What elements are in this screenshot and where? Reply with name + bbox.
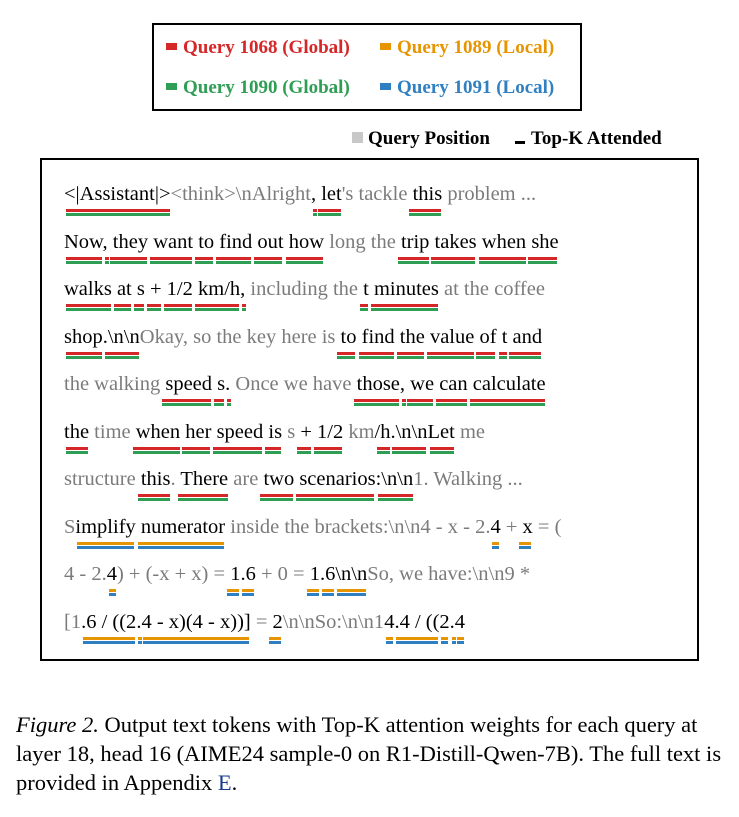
topk-underline <box>195 308 239 311</box>
topk-underline <box>114 308 131 311</box>
attended-token: implify <box>75 515 136 538</box>
topk-underline <box>164 308 192 311</box>
attended-token: There <box>175 468 229 490</box>
topk-underline <box>359 356 394 359</box>
attended-token: 1/2 <box>311 420 344 443</box>
token: ) + (-x + x) = <box>116 563 226 585</box>
text-line <box>64 181 536 207</box>
topk-underline <box>337 589 366 592</box>
attended-token: find <box>214 230 253 253</box>
legend-swatch-green <box>166 83 177 90</box>
topk-underline <box>427 356 474 359</box>
attended-token: the <box>64 420 90 443</box>
topk-underline <box>476 356 495 359</box>
topk-underline <box>214 403 224 406</box>
topk-underline <box>286 257 323 260</box>
attended-token: 1 <box>304 563 320 585</box>
token: \n\nSo:\n\n1 <box>282 610 385 633</box>
attended-token: , <box>240 278 246 300</box>
token: 's tackle <box>341 183 408 205</box>
topk-underline <box>407 399 433 402</box>
topk-underline <box>195 261 213 264</box>
attended-token: <|Assistant|> <box>64 183 171 205</box>
token: + <box>500 515 518 538</box>
attended-token: of <box>474 325 497 348</box>
topk-underline <box>519 542 531 545</box>
topk-underline <box>409 209 441 212</box>
attended-token: walks <box>64 278 112 300</box>
token: [1 <box>64 610 82 633</box>
attended-token: we <box>405 373 435 395</box>
topk-underline <box>138 637 142 640</box>
attended-token: + <box>144 278 162 300</box>
topk-underline <box>519 546 531 549</box>
topk-underline <box>354 403 399 406</box>
token: structure <box>64 468 136 490</box>
topk-underline <box>359 352 394 355</box>
topk-underline <box>105 257 109 260</box>
token: <think>\n <box>170 183 252 205</box>
topk-underline <box>66 447 88 450</box>
token: km <box>343 420 375 443</box>
attended-token: at <box>111 278 132 300</box>
legend-item-query-1091: Query 1091 (Local) <box>380 77 554 99</box>
topk-underline <box>133 447 180 450</box>
topk-underline <box>528 261 557 264</box>
key-topk-attended: Top-K Attended <box>515 128 662 150</box>
topk-underline <box>147 304 161 307</box>
token: , <box>182 325 188 348</box>
text-line <box>64 609 465 635</box>
token: + 0 = <box>255 563 305 585</box>
attended-token: want <box>148 230 194 253</box>
topk-underline <box>105 352 139 355</box>
attended-token: trip <box>395 230 430 253</box>
text-line <box>64 371 546 397</box>
topk-underline <box>164 304 192 307</box>
topk-underline <box>431 257 475 260</box>
topk-underline <box>436 399 467 402</box>
token: Alright <box>251 183 311 205</box>
topk-underline <box>143 641 249 644</box>
token: = ( <box>532 515 562 538</box>
topk-underline <box>138 494 170 497</box>
text-line <box>64 419 485 445</box>
attended-token: t <box>358 278 369 300</box>
text-line <box>64 324 542 350</box>
attended-token: .6 <box>240 563 256 585</box>
query-position-swatch <box>352 132 363 143</box>
token: including the <box>245 278 359 300</box>
topk-underline <box>286 261 323 264</box>
token: inside the brackets:\n\n4 - x - 2. <box>225 515 491 538</box>
token: problem ... <box>442 183 537 205</box>
attended-token: :\n\n <box>375 468 414 490</box>
topk-underline <box>371 308 438 311</box>
topk-underline <box>386 641 393 644</box>
text-line <box>64 276 545 302</box>
token: 1. Walking ... <box>413 468 523 490</box>
topk-underline <box>77 542 134 545</box>
attended-token: find <box>356 325 395 348</box>
topk-underline <box>109 589 116 592</box>
attended-token: , <box>102 230 108 253</box>
topk-underline <box>150 257 192 260</box>
topk-underline <box>110 261 147 264</box>
attended-token: .\n\n <box>390 420 428 443</box>
topk-underline <box>386 637 393 640</box>
topk-underline <box>147 308 161 311</box>
topk-underline <box>105 356 139 359</box>
topk-underline <box>427 352 474 355</box>
topk-underline <box>66 451 88 454</box>
topk-underline <box>66 308 111 311</box>
attended-token: 2 <box>439 610 450 633</box>
attended-token: those <box>351 373 400 395</box>
appendix-link[interactable]: E <box>217 770 232 795</box>
topk-underline <box>83 641 135 644</box>
topk-underline <box>260 494 293 497</box>
caption-label: Figure 2. <box>16 712 99 737</box>
topk-underline <box>83 637 135 640</box>
topk-underline <box>254 257 282 260</box>
attended-token: this <box>407 183 443 205</box>
legend-item-query-1089: Query 1089 (Local) <box>380 37 554 59</box>
attended-token: 4 <box>454 610 466 633</box>
topk-underline <box>322 593 334 596</box>
topk-underline <box>452 637 456 640</box>
topk-underline <box>133 451 180 454</box>
topk-underline <box>436 403 467 406</box>
attended-token: this <box>135 468 171 490</box>
topk-underline <box>452 641 456 644</box>
topk-underline <box>134 304 144 307</box>
attended-token: , <box>310 183 317 205</box>
attended-token: Now <box>64 230 103 253</box>
text-line <box>64 466 523 492</box>
topk-underline <box>318 209 341 212</box>
topk-underline <box>499 356 507 359</box>
topk-underline <box>378 498 413 501</box>
topk-underline <box>178 498 228 501</box>
attended-token: and <box>507 325 543 348</box>
topk-underline <box>314 451 342 454</box>
topk-underline <box>150 261 192 264</box>
attended-token: 4 <box>490 515 501 538</box>
attended-token: 4 <box>106 563 117 585</box>
topk-underline <box>396 637 438 640</box>
topk-underline <box>402 403 406 406</box>
token: s <box>282 420 296 443</box>
legend-item-query-1068: Query 1068 (Global) <box>166 37 350 59</box>
attended-token: shop <box>64 325 103 348</box>
topk-underline <box>457 641 464 644</box>
topk-underline <box>360 304 368 307</box>
attended-token: to <box>335 325 357 348</box>
attended-token: 4 <box>384 610 395 633</box>
text-line <box>64 514 561 540</box>
attended-token: the <box>394 325 425 348</box>
figure-caption <box>16 710 726 797</box>
attended-token: 1 <box>225 563 241 585</box>
topk-underline <box>441 637 448 640</box>
attended-token: Let <box>427 420 455 443</box>
topk-underline <box>296 498 374 501</box>
topk-underline <box>354 399 399 402</box>
topk-underline <box>138 641 142 644</box>
attended-token: 2 <box>267 610 283 633</box>
topk-underline <box>110 257 147 260</box>
topk-underline <box>109 593 116 596</box>
token: me <box>454 420 486 443</box>
topk-underline <box>337 593 366 596</box>
attended-token: her <box>180 420 212 443</box>
topk-underline <box>143 637 249 640</box>
attended-token: she <box>526 230 559 253</box>
topk-underline <box>313 213 317 216</box>
topk-underline <box>254 261 282 264</box>
attended-token: they <box>107 230 149 253</box>
topk-underline <box>66 352 102 355</box>
topk-underline <box>398 257 429 260</box>
attended-token: value <box>424 325 475 348</box>
topk-underline <box>492 542 499 545</box>
topk-underline <box>105 261 109 264</box>
topk-underline <box>378 494 413 497</box>
attended-token: speed <box>211 420 264 443</box>
token: 4 - 2. <box>64 563 107 585</box>
topk-underline <box>216 257 251 260</box>
topk-underline <box>296 494 374 497</box>
topk-underline <box>307 589 319 592</box>
attended-token: s <box>212 373 226 395</box>
topk-underline <box>138 498 170 501</box>
topk-underline <box>396 641 438 644</box>
attended-token: .6 <box>319 563 336 585</box>
attended-token: x <box>517 515 533 538</box>
topk-underline <box>397 352 424 355</box>
topk-underline <box>162 403 211 406</box>
topk-dash-icon <box>515 141 525 144</box>
topk-underline <box>66 257 102 260</box>
attended-token: t <box>496 325 508 348</box>
topk-underline <box>392 451 426 454</box>
token: the walking <box>64 373 161 395</box>
topk-underline <box>162 399 211 402</box>
token: S <box>64 515 76 538</box>
topk-underline <box>242 304 246 307</box>
topk-underline <box>242 593 254 596</box>
token: . <box>170 468 176 490</box>
topk-underline <box>371 304 438 307</box>
topk-underline <box>476 352 495 355</box>
topk-underline <box>318 213 341 216</box>
topk-underline <box>269 637 281 640</box>
topk-underline <box>314 447 342 450</box>
topk-underline <box>195 304 239 307</box>
attended-token: /h <box>374 420 391 443</box>
attended-token: + <box>295 420 312 443</box>
topk-underline <box>337 356 355 359</box>
topk-underline <box>265 451 281 454</box>
topk-underline <box>398 261 429 264</box>
legend-swatch-blue <box>380 83 391 90</box>
topk-underline <box>377 447 390 450</box>
topk-underline <box>213 451 262 454</box>
topk-underline <box>407 403 433 406</box>
topk-underline <box>431 261 475 264</box>
topk-underline <box>430 447 454 450</box>
topk-underline <box>66 304 111 307</box>
token: at the coffee <box>438 278 545 300</box>
topk-underline <box>492 546 499 549</box>
attended-token: is <box>263 420 283 443</box>
caption-end: . <box>231 770 238 795</box>
topk-underline <box>214 399 224 402</box>
topk-underline <box>441 641 448 644</box>
attended-token: calculate <box>467 373 546 395</box>
attended-token: numerator <box>135 515 226 538</box>
topk-underline <box>134 308 144 311</box>
topk-underline <box>66 261 102 264</box>
topk-underline <box>227 403 231 406</box>
attended-token: .\n\n <box>102 325 140 348</box>
topk-underline <box>360 308 368 311</box>
topk-underline <box>409 213 441 216</box>
topk-underline <box>114 304 131 307</box>
attended-token: . <box>225 373 231 395</box>
caption-body: Output text tokens with Top-K attention weights for each query at layer 18, head 16 (AIME24 sample-0 on R1-Distill-Qwen-7B). The full text is provided in Appendix <box>16 712 722 795</box>
topk-underline <box>227 593 239 596</box>
topk-underline <box>509 352 541 355</box>
token: time <box>89 420 131 443</box>
topk-underline <box>260 498 293 501</box>
legend-swatch-orange <box>380 43 391 50</box>
topk-underline <box>66 356 102 359</box>
attended-token: .4 / (( <box>394 610 440 633</box>
attended-token: . <box>136 610 142 633</box>
token: Okay <box>139 325 183 348</box>
attended-token: minutes <box>368 278 439 300</box>
attended-token: takes <box>429 230 477 253</box>
token: Once we have <box>230 373 352 395</box>
attended-token: s <box>131 278 145 300</box>
topk-underline <box>470 399 545 402</box>
topk-underline <box>213 447 262 450</box>
attended-token: when <box>130 420 181 443</box>
topk-underline <box>227 589 239 592</box>
topk-underline <box>457 637 464 640</box>
topk-underline <box>377 451 390 454</box>
text-line <box>64 561 530 587</box>
topk-underline <box>397 356 424 359</box>
attended-token: when <box>476 230 527 253</box>
topk-underline <box>77 546 134 549</box>
attended-token: let <box>316 183 342 205</box>
attended-token: , <box>399 373 406 395</box>
attended-token: to <box>193 230 215 253</box>
topk-underline <box>499 352 507 355</box>
topk-underline <box>182 447 210 450</box>
attended-token: out <box>252 230 284 253</box>
attended-token: can <box>434 373 468 395</box>
text-line <box>64 229 559 255</box>
attended-token: how <box>283 230 325 253</box>
legend-item-query-1090: Query 1090 (Global) <box>166 77 350 99</box>
topk-underline <box>227 399 231 402</box>
topk-underline <box>242 308 246 311</box>
key-query-position: Query Position <box>352 128 490 150</box>
topk-underline <box>242 589 254 592</box>
topk-underline <box>297 447 311 450</box>
topk-underline <box>195 257 213 260</box>
topk-underline <box>479 257 526 260</box>
token: are <box>228 468 259 490</box>
topk-underline <box>66 209 170 212</box>
attended-token: speed <box>160 373 213 395</box>
attended-token: 1/2 <box>161 278 193 300</box>
topk-underline <box>470 403 545 406</box>
topk-underline <box>307 593 319 596</box>
topk-underline <box>322 589 334 592</box>
topk-underline <box>402 399 406 402</box>
topk-underline <box>269 641 281 644</box>
topk-underline <box>66 213 170 216</box>
attended-token: .6 / ((2 <box>81 610 137 633</box>
token: = <box>250 610 268 633</box>
topk-underline <box>178 494 228 497</box>
attended-token: \n\n <box>335 563 368 585</box>
attended-token: 4 - x)(4 - x))] <box>141 610 251 633</box>
topk-underline <box>337 352 355 355</box>
topk-underline <box>297 451 311 454</box>
attended-token: scenarios <box>294 468 376 490</box>
topk-underline <box>182 451 210 454</box>
token: so the key here is <box>187 325 336 348</box>
topk-underline <box>479 261 526 264</box>
topk-underline <box>138 546 224 549</box>
topk-underline <box>430 451 454 454</box>
token: So, we have:\n\n9 * <box>367 563 531 585</box>
topk-underline <box>138 542 224 545</box>
topk-underline <box>528 257 557 260</box>
attended-token: . <box>449 610 455 633</box>
attended-token: two <box>258 468 295 490</box>
token: long the <box>324 230 396 253</box>
attended-token: km/h <box>192 278 241 300</box>
topk-underline <box>392 447 426 450</box>
topk-underline <box>509 356 541 359</box>
topk-underline <box>265 447 281 450</box>
legend-box <box>152 23 582 111</box>
legend-swatch-red <box>166 43 177 50</box>
topk-underline <box>216 261 251 264</box>
topk-underline <box>313 209 317 212</box>
